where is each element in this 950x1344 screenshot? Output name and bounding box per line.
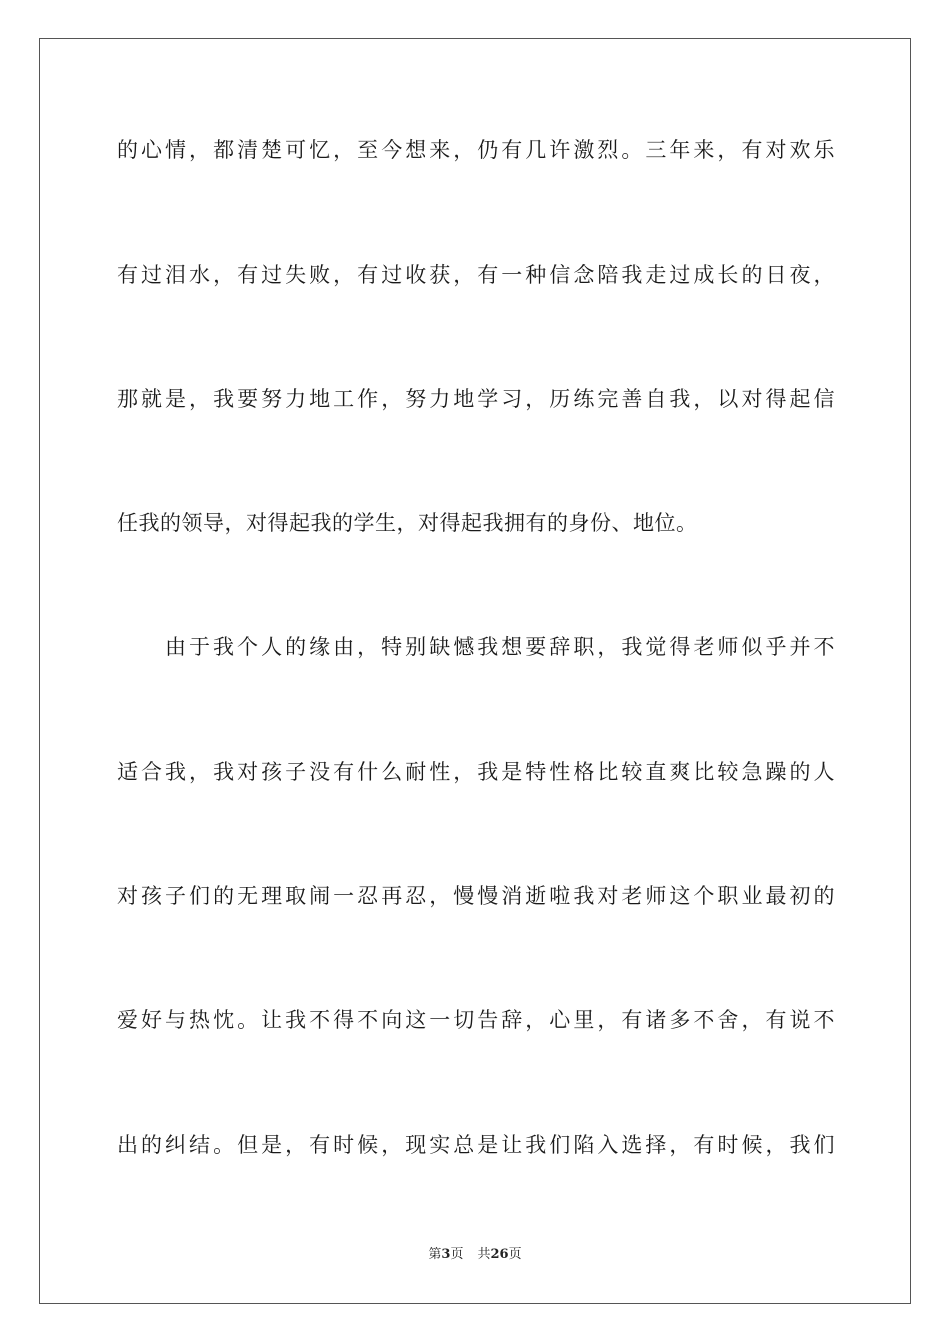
text-line-4: 任我的领导，对得起我的学生，对得起我拥有的身份、地位。 (117, 511, 698, 535)
footer-page-suffix: 页 (450, 1247, 464, 1262)
footer-page-current: 3 (441, 1247, 451, 1262)
page-footer (0, 1246, 950, 1264)
text-line-1: 的心情，都清楚可忆，至今想来，仍有几许激烈。三年来，有对欢乐 (117, 138, 835, 162)
text-line-2: 有过泪水，有过失败，有过收获，有一种信念陪我走过成长的日夜， (117, 263, 835, 287)
footer-total-prefix: 共 (477, 1247, 491, 1262)
text-line-6: 适合我，我对孩子没有什么耐性，我是特性格比较直爽比较急躁的人 (117, 760, 835, 784)
footer-total-suffix: 页 (508, 1247, 522, 1262)
text-line-3: 那就是，我要努力地工作，努力地学习，历练完善自我，以对得起信 (117, 387, 835, 411)
footer-page-prefix: 第 (428, 1247, 442, 1262)
text-line-5: 由于我个人的缘由，特别缺憾我想要辞职，我觉得老师似乎并不 (165, 635, 835, 659)
footer-page-total: 26 (490, 1247, 509, 1262)
text-line-9: 出的纠结。但是，有时候，现实总是让我们陷入选择，有时候，我们 (117, 1133, 835, 1157)
text-line-8: 爱好与热忱。让我不得不向这一切告辞，心里，有诸多不舍，有说不 (117, 1008, 835, 1032)
page-border (39, 38, 911, 1304)
text-line-7: 对孩子们的无理取闹一忍再忍，慢慢消逝啦我对老师这个职业最初的 (117, 884, 835, 908)
